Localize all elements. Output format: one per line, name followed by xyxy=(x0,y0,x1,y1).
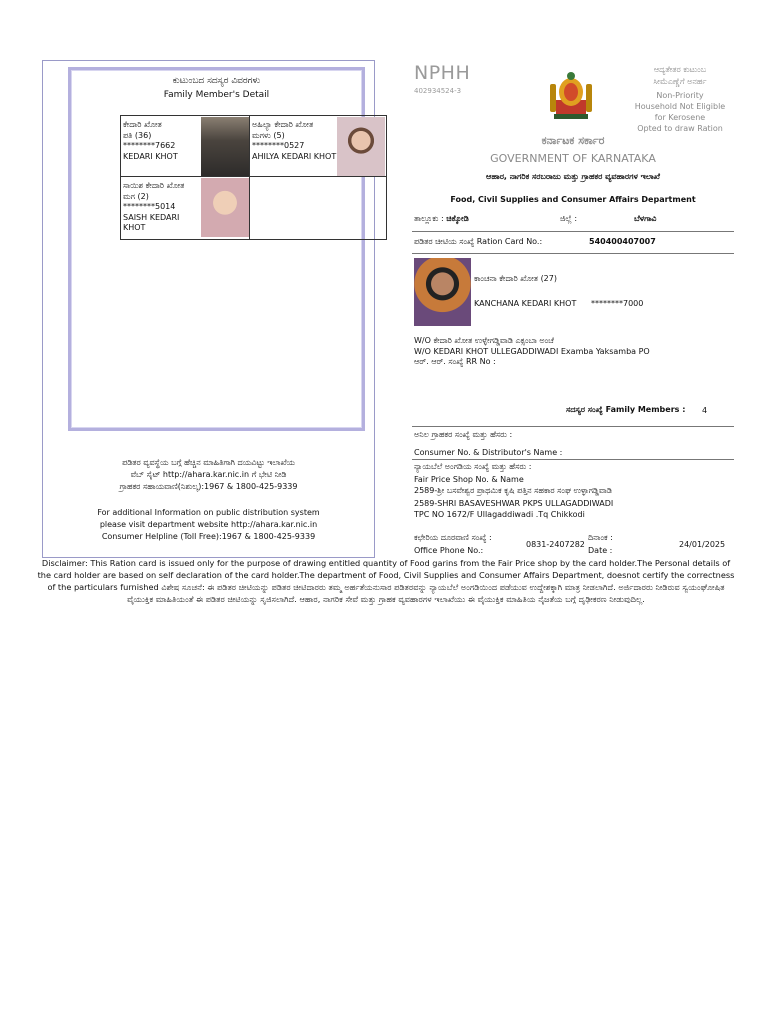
card-holder-masked-id: ********7000 xyxy=(591,299,644,308)
taluk-value: ಚಿಕ್ಕೋಡಿ xyxy=(446,214,469,223)
department-title: Food, Civil Supplies and Consumer Affairs Department xyxy=(450,195,696,204)
karnataka-emblem-icon xyxy=(548,70,594,122)
footer-en-line: Consumer Helpline (Toll Free):1967 & 1800-425-9339 xyxy=(101,532,316,541)
divider xyxy=(412,426,734,427)
member-card xyxy=(121,177,250,239)
date-label-kn: ದಿನಾಂಕ : xyxy=(588,533,613,542)
office-phone: 0831-2407282 xyxy=(526,540,585,549)
member-name-en: KEDARI KHOT xyxy=(123,151,178,161)
member-photo xyxy=(201,117,249,176)
card-code: 402934524-3 xyxy=(414,87,462,95)
non-priority-en xyxy=(630,90,730,134)
family-member-grid xyxy=(120,115,387,240)
member-photo xyxy=(337,117,385,176)
taluk-label: ತಾಲ್ಲೂಕು : xyxy=(414,214,444,223)
district-value: ಬೆಳಗಾವಿ xyxy=(634,214,657,223)
non-priority-kn-line: ಆದ್ಯತೇತರ ಕುಟುಂಬ xyxy=(653,65,707,74)
footer-en-line: For additional Information on public distribution system xyxy=(97,508,320,517)
card-holder-name-kn: ಕಾಂಚನಾ ಕೇದಾರಿ ಖೋತ (27) xyxy=(474,274,557,283)
lpg-consumer-label-kn: ಅನಿಲ ಗ್ರಾಹಕರ ಸಂಖ್ಯೆ ಮತ್ತು ಹೆಸರು : xyxy=(414,430,513,439)
disclaimer-en: Disclaimer: This Ration card is issued only for the purpose of drawing entitled quantity of Food garins from the Fair Price shop by the card holder.The Personal details of the card holder are based on self declaration of the card holder.The department of Food, Civil Supplies and Consumer Affairs Department, doesnot certify the correctness of the particulars furnished xyxy=(37,558,735,592)
fps-label-kn: ನ್ಯಾಯಬೆಲೆ ಅಂಗಡಿಯ ಸಂಖ್ಯೆ ಮತ್ತು ಹೆಸರು : xyxy=(414,462,532,471)
card-category: NPHH xyxy=(414,62,471,84)
taluk-row xyxy=(414,214,469,224)
fps-name: 2589-SHRI BASAVESHWAR PKPS ULLAGADDIWADI xyxy=(414,499,614,508)
divider xyxy=(412,253,734,254)
footer-kn-line: ವೆಬ್ ಸೈಟ್ http://ahara.kar.nic.in ಗೆ ಭೇಟಿ ನೀಡಿ xyxy=(130,470,287,479)
ration-card-number: 540400407007 xyxy=(589,237,656,246)
member-info xyxy=(123,120,203,162)
member-info xyxy=(252,120,342,162)
family-detail-frame xyxy=(68,67,365,431)
member-masked-id: ********0527 xyxy=(252,141,305,150)
member-relation: ಪತಿ (36) xyxy=(123,130,152,140)
address: W/O KEDARI KHOT ULLEGADDIWADI Examba Yaksamba PO xyxy=(414,347,650,356)
left-footer-kn xyxy=(43,457,374,493)
date-label: Date : xyxy=(588,546,613,555)
non-priority-en-line: Household Not Eligible xyxy=(634,102,726,111)
government-title: GOVERNMENT OF KARNATAKA xyxy=(490,152,656,165)
ration-card-panel xyxy=(412,60,734,558)
footer-kn-line: ಪಡಿತರ ವ್ಯವಸ್ಥೆಯ ಬಗ್ಗೆ ಹೆಚ್ಚಿನ ಮಾಹಿತಿಗಾಗಿ ದಯವಿಟ್ಟು ಇಲಾಖೆಯ xyxy=(122,458,295,467)
non-priority-en-line: Opted to draw Ration xyxy=(637,124,723,133)
family-detail-title: Family Member's Detail xyxy=(163,90,270,100)
member-card xyxy=(250,116,386,177)
member-name-en: AHILYA KEDARI KHOT xyxy=(252,151,337,161)
member-relation: ಮಗ (2) xyxy=(123,191,149,201)
office-phone-label: Office Phone No.: xyxy=(414,546,484,555)
ration-card-label: ಪಡಿತರ ಚೀಟಿಯ ಸಂಖ್ಯೆ Ration Card No.: xyxy=(414,237,543,246)
member-relation: ಮಗಳು (5) xyxy=(252,130,285,140)
district-row xyxy=(560,214,577,224)
member-photo xyxy=(201,178,249,237)
office-phone-label-kn: ಕಛೇರಿಯ ದೂರವಾಣಿ ಸಂಖ್ಯೆ : xyxy=(414,533,492,542)
member-masked-id: ********7662 xyxy=(123,141,176,150)
district-label: ಜಿಲ್ಲೆ : xyxy=(560,214,578,223)
non-priority-en-line: for Kerosene xyxy=(654,113,706,122)
disclaimer-kn: ವಿಶೇಷ ಸೂಚನೆ: ಈ ಪಡಿತರ ಚೀಟಿಯನ್ನು ಪಡಿತರ ಚೀಟಿದಾರರು ತಮ್ಮ ಅರ್ಹತೆಯನುಸಾರ ಪಡಿತರವನ್ನು ನ್ಯಾಯಬೆಲೆ ಅಂಗಡಿಯಿಂದ ಪಡೆಯುವ ಉದ್ದೇಶಕ್ಕಾಗಿ ಮಾತ್ರ ನೀಡಲಾಗಿದೆ. ಅರ್ಜಿದಾರರು ನೀಡಿರುವ ಸ್ವಯಂಘೋಷಿತ ವೈಯುಕ್ತಿಕ ಮಾಹಿತಿಯಂತೆ ಈ ಪಡಿತರ ಚೀಟಿಯನ್ನು ಸೃಜಿಸಲಾಗಿದೆ. ಆಹಾರ, ನಾಗರಿಕ ಸೇವೆ ಮತ್ತು ಗ್ರಾಹಕ ವ್ಯವಹಾರಗಳ ಇಲಾಖೆಯು ಈ ವೈಯುಕ್ತಿಕ ಮಾಹಿತಿಯ ನೈಜತೆಯ ಬಗ್ಗೆ ದೃಢೀಕರಣ ನೀಡುವುದಿಲ್ಲ. xyxy=(127,582,725,604)
address-kn: W/O ಕೇದಾರಿ ಖೋತ ಉಳ್ಳೇಗಡ್ಡಿವಾಡಿ ಎಕ್ಸಂಬಾ ಅಂಚೆ xyxy=(414,336,554,345)
family-members-label: ಸದಸ್ಯರ ಸಂಖ್ಯೆ Family Members : xyxy=(566,405,686,414)
disclaimer xyxy=(36,557,736,605)
member-name-kn: ಅಹಿಲ್ಯಾ ಕೇದಾರಿ ಖೋತ xyxy=(252,120,314,129)
consumer-distributor-label: Consumer No. & Distributor's Name : xyxy=(414,448,563,457)
divider xyxy=(412,231,734,232)
fps-label: Fair Price Shop No. & Name xyxy=(414,475,524,484)
member-name-kn: ಸಾಯಿಶ ಕೇದಾರಿ ಖೋತ xyxy=(123,181,185,190)
footer-en-line: please visit department website http://ahara.kar.nic.in xyxy=(99,520,318,529)
member-name-kn: ಕೇದಾರಿ ಖೋತ xyxy=(123,120,162,129)
rr-number-label: ಆರ್. ಆರ್. ಸಂಖ್ಯೆ RR No : xyxy=(414,357,496,366)
department-title-kn: ಆಹಾರ, ನಾಗರಿಕ ಸರಬರಾಜು ಮತ್ತು ಗ್ರಾಹಕರ ವ್ಯವಹಾರಗಳ ಇಲಾಖೆ xyxy=(486,172,660,181)
member-name-en: SAISH KEDARI KHOT xyxy=(123,212,180,232)
divider xyxy=(412,459,734,460)
government-title-kn: ಕರ್ನಾಟಕ ಸರ್ಕಾರ xyxy=(541,134,605,147)
footer-kn-line: ಗ್ರಾಹಕರ ಸಹಾಯವಾಣಿ(ನಿಶುಲ್ಕ):1967 & 1800-425-9339 xyxy=(119,482,298,491)
card-holder-name: KANCHANA KEDARI KHOT xyxy=(474,299,577,308)
member-card xyxy=(121,116,250,177)
family-detail-panel xyxy=(42,60,375,558)
member-masked-id: ********5014 xyxy=(123,202,176,211)
family-detail-title-kn: ಕುಟುಂಬದ ಸದಸ್ಯರ ವಿವರಗಳು xyxy=(172,76,261,86)
issue-date: 24/01/2025 xyxy=(679,540,726,549)
left-footer-en xyxy=(43,507,374,543)
family-members-count: 4 xyxy=(702,406,708,415)
member-info xyxy=(123,181,201,234)
card-holder-photo xyxy=(414,258,471,326)
fps-tpc: TPC NO 1672/F Ullagaddiwadi .Tq Chikkodi xyxy=(414,510,585,519)
non-priority-en-line: Non-Priority xyxy=(656,91,704,100)
fps-name-kn: 2589-ಶ್ರೀ ಬಸವೇಶ್ವರ ಪ್ರಾಥಮಿಕ ಕೃಷಿ ಪತ್ತಿನ ಸಹಕಾರ ಸಂಘ ಉಳ್ಳಾಗಡ್ಡಿವಾಡಿ xyxy=(414,486,612,495)
non-priority-kn xyxy=(630,64,730,88)
non-priority-kn-line: ಸೀಮೆಎಣ್ಣೆಗೆ ಅನರ್ಹ xyxy=(653,77,707,86)
